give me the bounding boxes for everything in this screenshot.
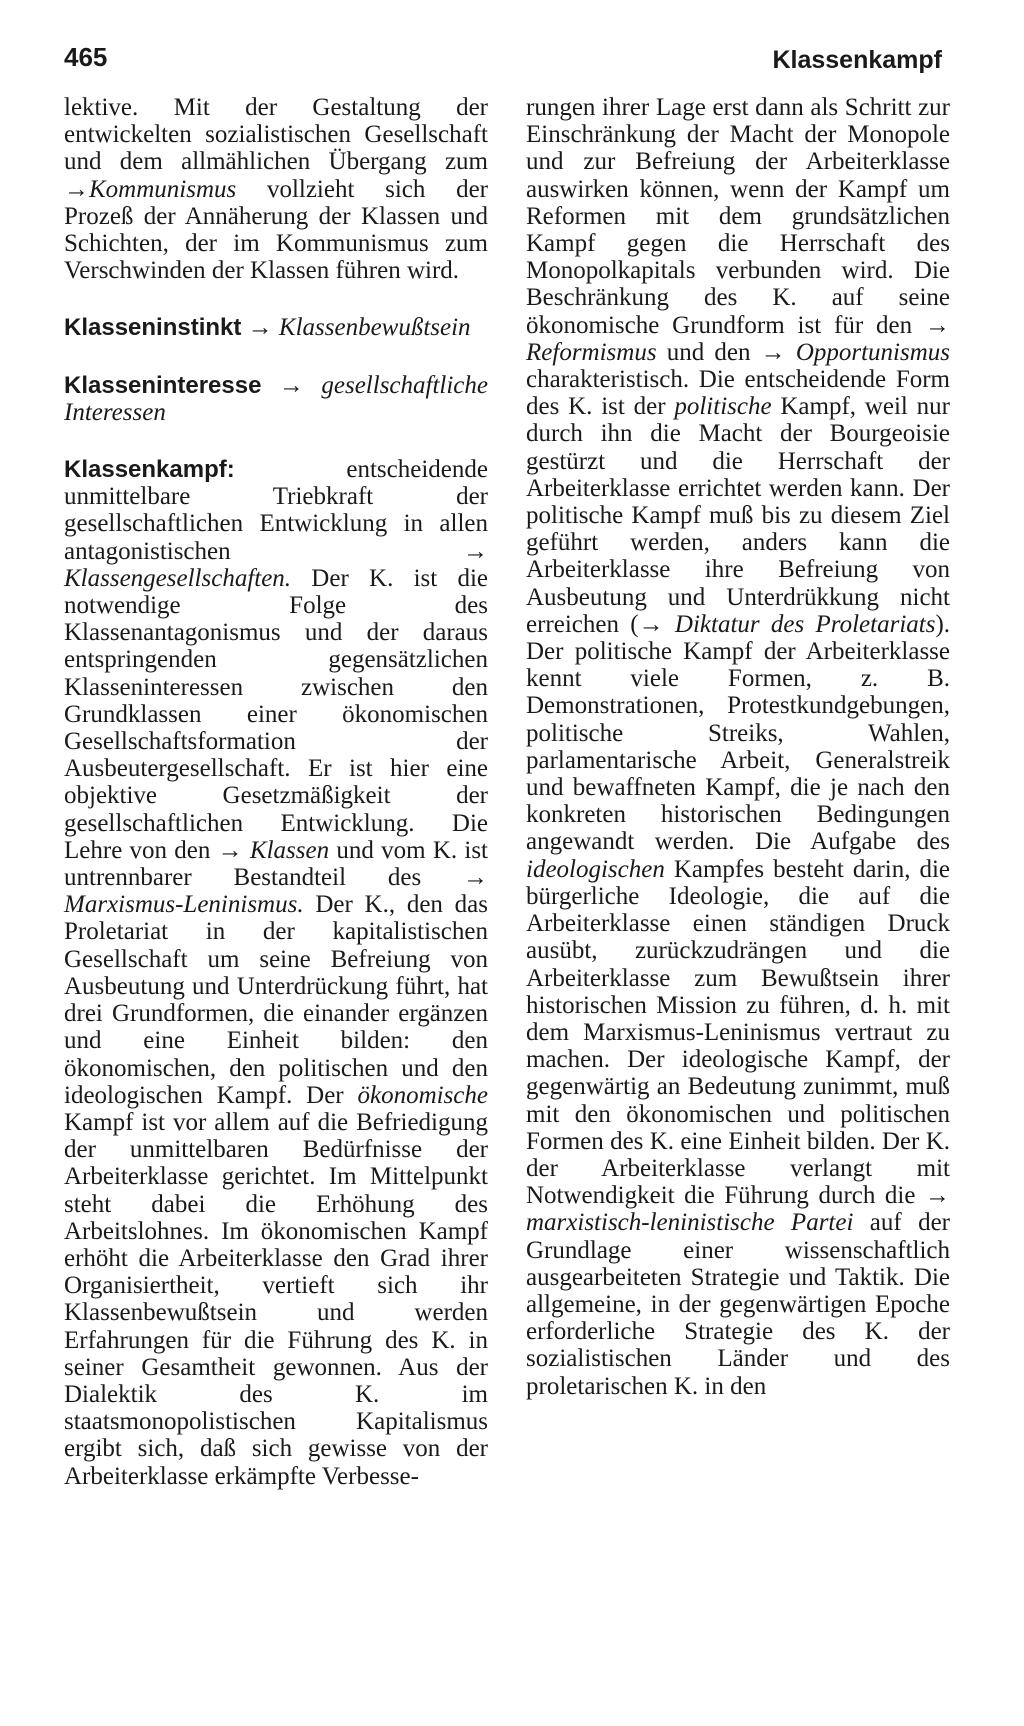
emphasis: politische	[674, 393, 772, 421]
cross-reference-arrow: →	[463, 537, 488, 565]
running-head: Klassenkampf	[772, 46, 942, 74]
text: Kampfes besteht darin, die bürgerliche Ideologie, die auf die Arbeiterklasse einen ständigen Druck ausübt, zurückzudrängen und die Arbeiterklasse zum Bewußtsein ihrer historischen Mission zu führen, d. h. mit dem Marxismus-Leninismus vertraut zu machen. Der ideologische Kampf, der gegenwärtig an Bedeutung zunimmt, muß mit den ökonomischen und politischen Formen des K. eine Einheit bilden. Der K. der Arbeiterklasse verlangt mit Notwendigkeit die Führung durch die	[526, 855, 950, 1210]
left-column	[64, 94, 488, 1490]
cross-reference-arrow: →	[217, 836, 243, 864]
cross-reference: gesellschaftliche Interessen	[64, 371, 489, 426]
paragraph-continuation	[64, 94, 488, 284]
entry-headword: Klasseninteresse	[64, 371, 262, 399]
text: und den	[656, 338, 761, 366]
cross-reference: Klassen	[249, 836, 330, 864]
cross-reference: Reformismus	[526, 338, 657, 366]
cross-reference-arrow: →	[278, 371, 304, 399]
text: Kampf ist vor allem auf die Befriedigung der unmittelbaren Bedürfnisse der Arbeiterklasse gerichtet. Im Mittelpunkt steht dabei die Erhöhung des Arbeitslohnes. Im ökonomischen Kampf erhöht die Arbeiterklasse den Grad ihrer Organisiertheit, vertieft sich ihr Klassenbewußtsein und werden Erfahrungen für die Führung des K. in seiner Gesamtheit gewonnen. Aus der Dialektik des K. im staatsmonopolistischen Kapitalismus ergibt sich, daß sich gewisse von der Arbeiterklasse erkämpfte Verbesse-	[64, 1108, 488, 1490]
text: entscheidende unmittelbare Triebkraft der gesellschaftlichen Entwicklung in allen antagonistischen	[64, 456, 488, 565]
text: vollzieht sich der Prozeß der Annäherung der Klassen und Schichten, der im Kommunismus zum Verschwinden der Klassen führen wird.	[64, 175, 488, 285]
entry-headword: Klassenkampf:	[64, 456, 235, 484]
cross-reference-arrow: →	[247, 314, 273, 342]
text: Der K., den das Proletariat in der kapitalistischen Gesellschaft um seine Befreiung von Ausbeutung und Unterdrückung führt, hat drei Grundformen, die einander ergänzen und eine Einheit bilden: den ökonomischen, den politischen und den ideologischen Kampf. Der	[64, 891, 488, 1109]
entry-klasseninteresse	[64, 372, 488, 426]
cross-reference: Diktatur des Proletariats	[674, 610, 936, 638]
cross-reference-arrow: →	[925, 311, 950, 339]
page-number: 465	[64, 42, 108, 72]
right-column	[526, 94, 950, 1400]
cross-reference: marxistisch-leninistische Partei	[526, 1209, 854, 1237]
cross-reference: Kommunismus	[89, 175, 237, 203]
cross-reference-arrow: →	[64, 175, 89, 203]
cross-reference-arrow: →	[638, 610, 664, 638]
cross-reference-arrow: →	[925, 1182, 950, 1210]
text: lektive. Mit der Gestaltung der entwickelten sozialistischen Gesellschaft und dem allmählichen Übergang zum	[64, 94, 488, 176]
text: auf der Grundlage einer wissenschaftlich ausgearbeiteten Strategie und Taktik. Die allgemeine, in der gegenwärtigen Epoche erforderliche Strategie des K. der sozialistischen Länder und des proletarischen K. in den	[526, 1209, 951, 1400]
cross-reference: Opportunismus	[795, 338, 950, 366]
cross-reference-arrow: →	[760, 338, 786, 366]
text: Kampf, weil nur durch ihn die Macht der Bourgeoisie gestürzt und die Herrschaft der Arbeiterklasse errichtet werden kann. Der politische Kampf muß bis zu diesem Ziel geführt werden, anders kann die Arbeiterklasse ihre Befreiung von Ausbeutung und Unterdrükkung nicht erreichen (	[526, 393, 951, 638]
emphasis: ökonomische	[357, 1081, 488, 1109]
cross-reference: Marxismus-Leninismus.	[64, 891, 304, 919]
text: ). Der politische Kampf der Arbeiterklasse kennt viele Formen, z. B. Demonstrationen, Protestkundgebungen, politische Streiks, Wahlen, parlamentarische Arbeit, Generalstreik und bewaffneten Kampf, die je nach den konkreten historischen Bedingungen angewandt werden. Die Aufgabe des	[526, 610, 951, 856]
emphasis: ideologischen	[526, 855, 665, 883]
entry-klassenkampf	[64, 456, 488, 1490]
text: charakteristisch. Die entscheidende Form des K. ist der	[526, 366, 950, 421]
paragraph-continuation	[526, 94, 950, 1400]
text: und vom K. ist untrennbarer Bestandteil des	[64, 836, 489, 892]
text: Der K. ist die notwendige Folge des Klassenantagonismus und der daraus entspringenden gegensätzlichen Klasseninteressen zwischen den Grundklassen einer ökonomischen Gesellschaftsformation der Ausbeutergesellschaft. Er ist hier eine objektive Gesetzmäßigkeit der gesellschaftlichen Entwicklung. Die Lehre von den	[64, 564, 488, 864]
cross-reference-arrow: →	[463, 864, 488, 892]
text: rungen ihrer Lage erst dann als Schritt zur Einschränkung der Macht der Monopole und zur Befreiung der Arbeiterklasse auswirken können, wenn der Kampf um Reformen mit dem grundsätzlichen Kampf gegen die Herrschaft des Monopolkapitals verbunden wird. Die Beschränkung des K. auf seine ökonomische Grundform ist für den	[526, 94, 950, 339]
entry-headword: Klasseninstinkt	[64, 314, 242, 342]
cross-reference: Klassenbewußtsein	[278, 314, 471, 342]
entry-klasseninstinkt	[64, 314, 488, 341]
cross-reference: Klassengesellschaften.	[64, 564, 292, 592]
